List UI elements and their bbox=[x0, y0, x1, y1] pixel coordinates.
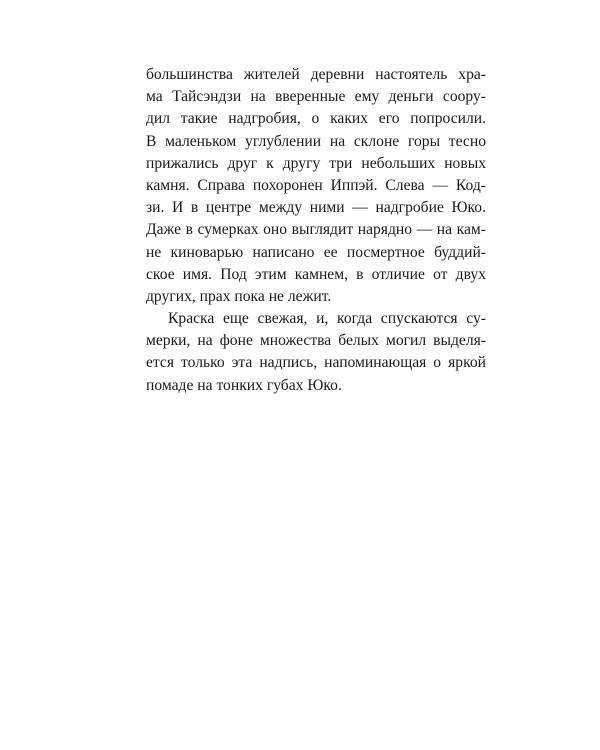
text-line: других, прах пока не лежит. bbox=[146, 287, 332, 305]
text-line: большинства жителей деревни настоятель хра- bbox=[146, 66, 486, 83]
paragraph-2 bbox=[146, 308, 486, 397]
text-line: ское имя. Под этим камнем, в отличие от двух bbox=[146, 265, 486, 283]
text-line: помаде на тонких губах Юко. bbox=[146, 376, 342, 394]
text-line: В маленьком углублении на склоне горы тесно bbox=[146, 132, 486, 150]
text-line: прижались друг к другу три небольших новых bbox=[146, 154, 486, 172]
text-line: мерки, на фоне множества белых могил выделя- bbox=[146, 332, 486, 350]
paragraph-1 bbox=[146, 64, 486, 308]
text-line: зи. И в центре между ними — надгробие Юко. bbox=[146, 199, 486, 217]
text-line: ма Тайсэндзи на вверенные ему деньги соору- bbox=[146, 88, 486, 106]
text-line: Краска еще свежая, и, когда спускаются су- bbox=[168, 310, 486, 328]
text-line: не киноварью написано ее посмертное буддий- bbox=[146, 243, 486, 261]
text-line: дил такие надгробия, о каких его попросили. bbox=[146, 110, 486, 128]
body-text bbox=[146, 64, 486, 397]
text-line: ется только эта надпись, напоминающая о яркой bbox=[146, 354, 486, 372]
text-line: Даже в сумерках оно выглядит нарядно — на кам- bbox=[146, 221, 486, 239]
text-line: камня. Справа похоронен Иппэй. Слева — Код- bbox=[146, 176, 486, 194]
